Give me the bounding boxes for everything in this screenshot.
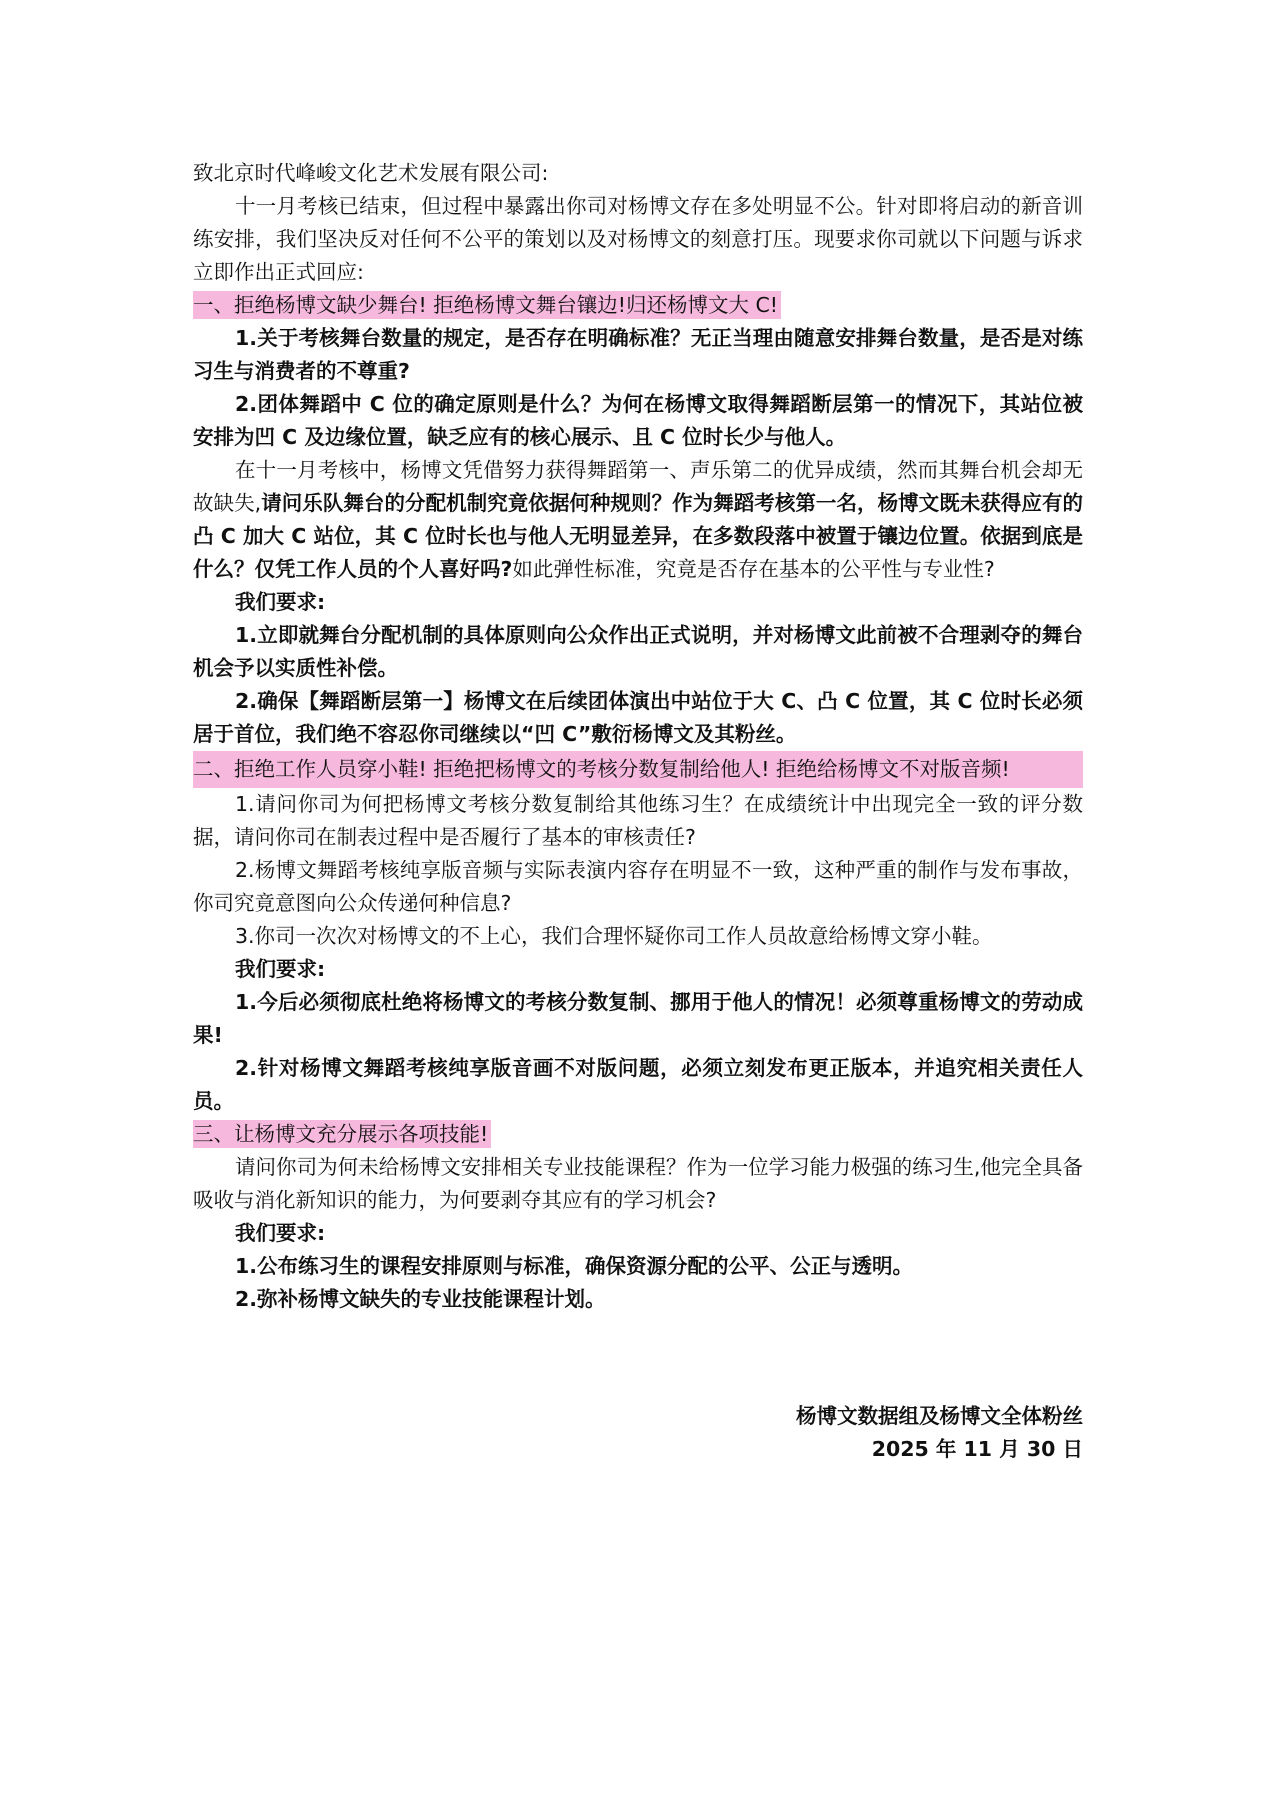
section3-demand-2: 2.弥补杨博文缺失的专业技能课程计划。 bbox=[235, 1287, 606, 1311]
signature-block bbox=[650, 1400, 1083, 1466]
section1-heading-text: 一、拒绝杨博文缺少舞台! 拒绝杨博文舞台镶边!归还杨博文大 C! bbox=[193, 291, 781, 319]
section1-heading bbox=[193, 289, 1083, 322]
section1-paragraph bbox=[193, 454, 1083, 586]
signature-author: 杨博文数据组及杨博文全体粉丝 bbox=[796, 1404, 1083, 1428]
section1-paragraph-end: 如此弹性标准，究竟是否存在基本的公平性与专业性? bbox=[512, 557, 995, 581]
section2-question-3: 3.你司一次次对杨博文的不上心，我们合理怀疑你司工作人员故意给杨博文穿小鞋。 bbox=[235, 924, 993, 948]
section1-demand-2: 2.确保【舞蹈断层第一】杨博文在后续团体演出中站位于大 C、凸 C 位置，其 C 位时长必须居于首位，我们绝不容忍你司继续以“凹 C”敷衍杨博文及其粉丝。 bbox=[193, 689, 1083, 746]
section1-question-2: 2.团体舞蹈中 C 位的确定原则是什么？为何在杨博文取得舞蹈断层第一的情况下，其站位被安排为凹 C 及边缘位置，缺乏应有的核心展示、且 C 位时长少与他人。 bbox=[193, 392, 1083, 449]
section3-question-1: 请问你司为何未给杨博文安排相关专业技能课程？作为一位学习能力极强的练习生,他完全具备吸收与消化新知识的能力，为何要剥夺其应有的学习机会? bbox=[193, 1155, 1083, 1212]
section3-demand-1: 1.公布练习生的课程安排原则与标准，确保资源分配的公平、公正与透明。 bbox=[235, 1254, 914, 1278]
signature-date: 2025 年 11 月 30 日 bbox=[871, 1437, 1083, 1461]
section2-demand-1: 1.今后必须彻底杜绝将杨博文的考核分数复制、挪用于他人的情况！必须尊重杨博文的劳动成果! bbox=[193, 990, 1083, 1047]
section1-paragraph-bold: 请问乐队舞台的分配机制究竟依据何种规则？作为舞蹈考核第一名，杨博文既未获得应有的凸 C 加大 C 站位，其 C 位时长也与他人无明显差异，在多数段落中被置于镶边位置。依据到底是什么？仅凭工作人员的个人喜好吗? bbox=[193, 491, 1083, 581]
section3-heading-text: 三、让杨博文充分展示各项技能! bbox=[193, 1120, 491, 1148]
intro-paragraph: 十一月考核已结束，但过程中暴露出你司对杨博文存在多处明显不公。针对即将启动的新音训练安排，我们坚决反对任何不公平的策划以及对杨博文的刻意打压。现要求你司就以下问题与诉求立即作出正式回应: bbox=[193, 194, 1083, 284]
section1-demand-1: 1.立即就舞台分配机制的具体原则向公众作出正式说明，并对杨博文此前被不合理剥夺的舞台机会予以实质性补偿。 bbox=[193, 623, 1083, 680]
section2-demand-label: 我们要求: bbox=[235, 957, 326, 981]
section1-question-1: 1.关于考核舞台数量的规定，是否存在明确标准？无正当理由随意安排舞台数量，是否是对练习生与消费者的不尊重? bbox=[193, 326, 1083, 383]
section2-demand-2: 2.针对杨博文舞蹈考核纯享版音画不对版问题，必须立刻发布更正版本，并追究相关责任人员。 bbox=[193, 1056, 1083, 1113]
salutation: 致北京时代峰峻文化艺术发展有限公司: bbox=[193, 161, 549, 185]
section1-paragraph-start: 在十一月考核中，杨博文凭借努力获得舞蹈第一、声乐第二的优异成绩，然而其舞台机会却无故缺失, bbox=[193, 458, 1083, 515]
section2-question-2: 2.杨博文舞蹈考核纯享版音频与实际表演内容存在明显不一致，这种严重的制作与发布事故，你司究竟意图向公众传递何种信息? bbox=[193, 858, 1083, 915]
letter-body bbox=[193, 157, 1083, 1316]
section2-heading bbox=[193, 751, 1083, 788]
section1-demand-label: 我们要求: bbox=[235, 590, 326, 614]
section3-demand-label: 我们要求: bbox=[235, 1221, 326, 1245]
section2-heading-text: 二、拒绝工作人员穿小鞋! 拒绝把杨博文的考核分数复制给他人! 拒绝给杨博文不对版音频! bbox=[193, 751, 1083, 788]
section2-question-1: 1.请问你司为何把杨博文考核分数复制给其他练习生？在成绩统计中出现完全一致的评分数据，请问你司在制表过程中是否履行了基本的审核责任? bbox=[193, 792, 1083, 849]
section3-heading bbox=[193, 1118, 1083, 1151]
